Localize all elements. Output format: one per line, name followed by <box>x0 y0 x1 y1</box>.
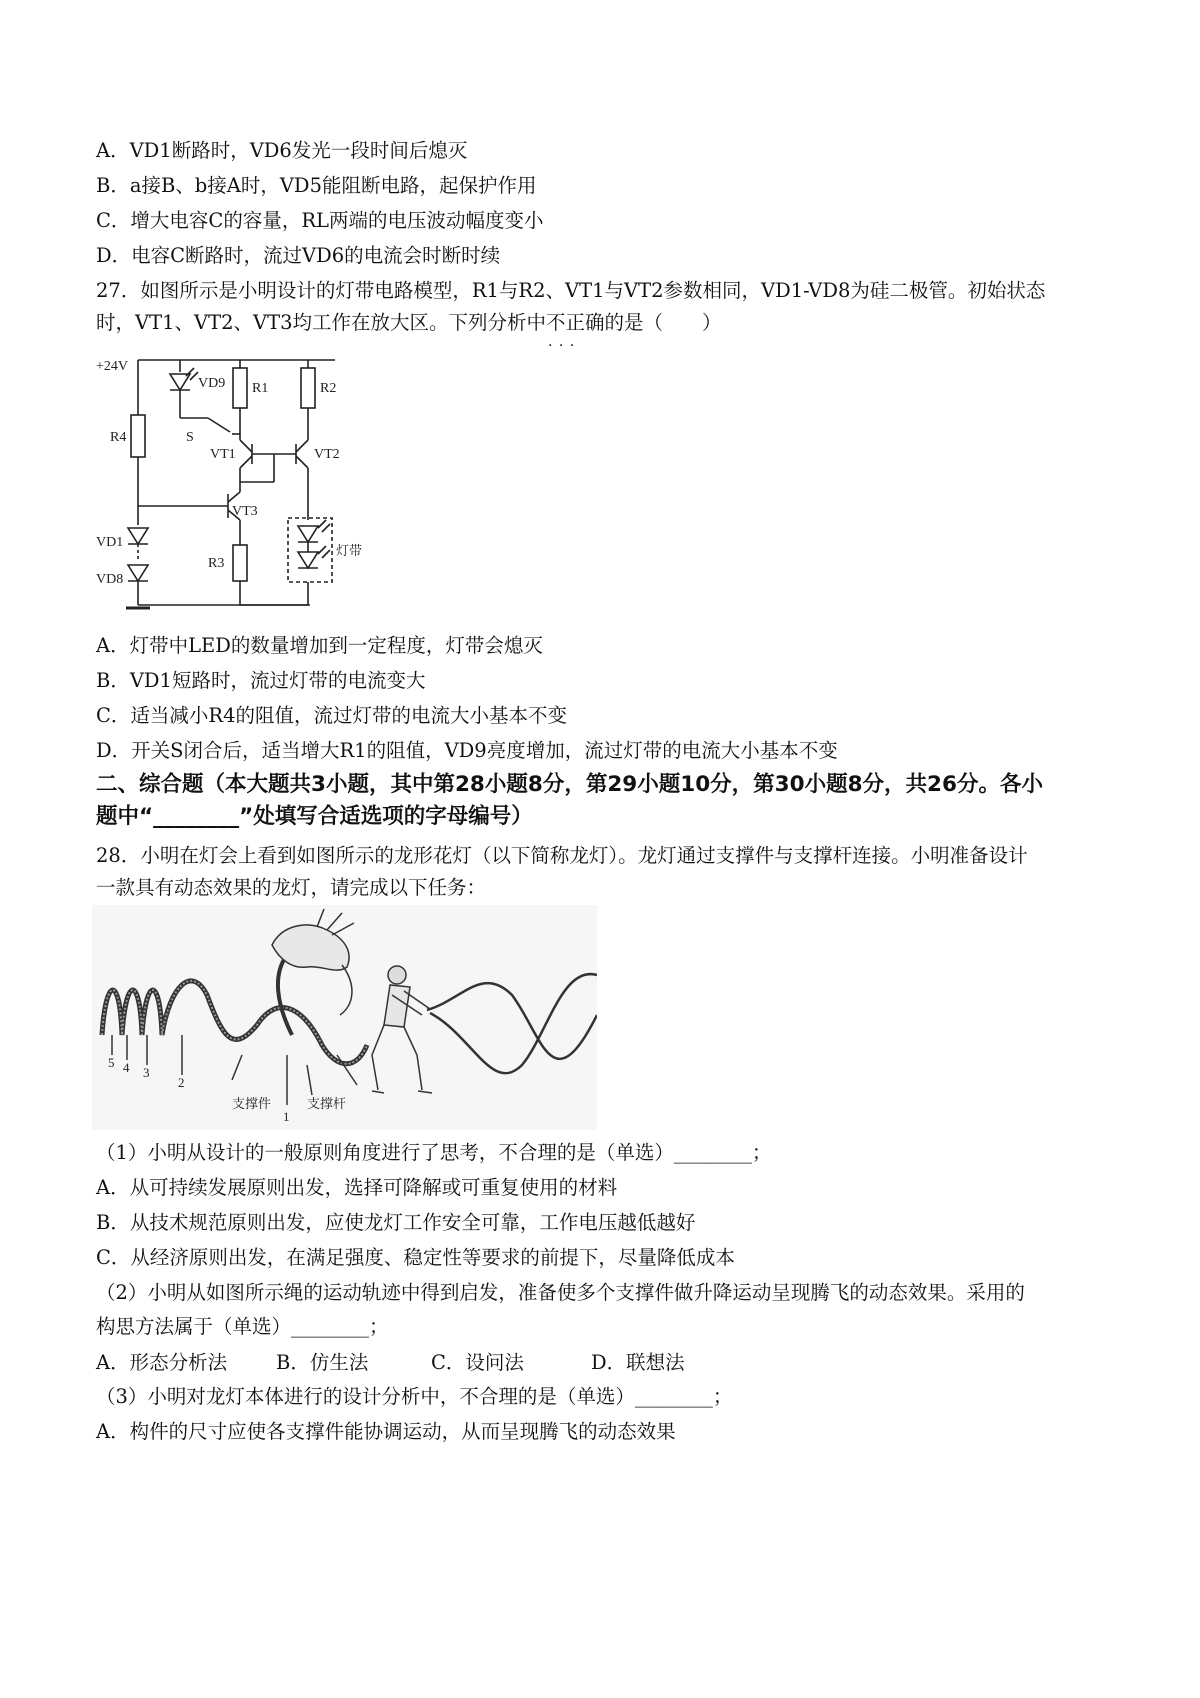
q26-option-b: B．a接B、b接A时，VD5能阻断电路，起保护作用 <box>96 174 537 197</box>
support-part-label: 支撑件 <box>232 1096 272 1111</box>
q26-option-a: A．VD1断路时，VD6发光一段时间后熄灭 <box>96 139 468 162</box>
q28-sub2-option-b: B．仿生法 <box>276 1351 369 1374</box>
q27-stem-pre: 时，VT1、VT2、VT3均工作在放大区。下列分析中 <box>96 311 546 334</box>
section2-heading-line2: 题中“________”处填写合适选项的字母编号） <box>96 804 533 829</box>
q28-sub1-option-b: B．从技术规范原则出发，应使龙灯工作安全可靠，工作电压越低越好 <box>96 1211 696 1234</box>
q28-sub2-option-a: A．形态分析法 <box>96 1351 228 1374</box>
support-number-3: 3 <box>143 1065 150 1080</box>
support-number-1: 1 <box>283 1109 290 1124</box>
q28-sub3-option-a: A．构件的尺寸应使各支撑件能协调运动，从而呈现腾飞的动态效果 <box>96 1420 676 1443</box>
q27-option-c: C．适当减小R4的阻值，流过灯带的电流大小基本不变 <box>96 704 568 727</box>
q28-sub1-question: （1）小明从设计的一般原则角度进行了思考，不合理的是（单选）________； <box>96 1141 772 1164</box>
q28-stem-line2: 一款具有动态效果的龙灯，请完成以下任务： <box>96 876 487 899</box>
q28-sub2-options <box>96 1350 685 1376</box>
support-number-2: 2 <box>178 1075 185 1090</box>
q28-sub3-question: （3）小明对龙灯本体进行的设计分析中，不合理的是（单选）________； <box>96 1385 733 1408</box>
q28-dragon-figure <box>92 905 597 1130</box>
q28-sub2-question-line1: （2）小明从如图所示绳的运动轨迹中得到启发，准备使多个支撑件做升降运动呈现腾飞的动态效果。采用的 <box>96 1281 1025 1304</box>
r3-label: R3 <box>208 556 225 571</box>
q28-sub2-option-d: D．联想法 <box>591 1351 685 1374</box>
q28-sub2-question-line2: 构思方法属于（单选）________； <box>96 1315 389 1338</box>
section2-heading-line1: 二、综合题（本大题共3小题，其中第28小题8分，第29小题10分，第30小题8分，共26分。各小 <box>96 772 1043 797</box>
q27-stem-post: 的是（ ） <box>604 311 722 334</box>
r2-label: R2 <box>320 381 337 396</box>
vt3-label: VT3 <box>232 504 258 519</box>
vd8-label: VD8 <box>96 572 124 587</box>
support-number-5: 5 <box>108 1055 115 1070</box>
vt2-label: VT2 <box>314 447 340 462</box>
vd1-label: VD1 <box>96 535 124 550</box>
q28-sub1-option-c: C．从经济原则出发，在满足强度、稳定性等要求的前提下，尽量降低成本 <box>96 1246 735 1269</box>
support-rod-label: 支撑杆 <box>307 1096 347 1111</box>
r1-label: R1 <box>252 381 269 396</box>
q26-option-d: D．电容C断路时，流过VD6的电流会时断时续 <box>96 244 501 267</box>
q27-option-b: B．VD1短路时，流过灯带的电流变大 <box>96 669 426 692</box>
q28-sub2-option-c: C．设问法 <box>431 1351 524 1374</box>
q27-option-d: D．开关S闭合后，适当增大R1的阻值，VD9亮度增加，流过灯带的电流大小基本不变 <box>96 739 838 762</box>
r4-label: R4 <box>110 430 127 445</box>
switch-s-label: S <box>186 430 194 445</box>
vt1-label: VT1 <box>210 447 236 462</box>
vd9-label: VD9 <box>198 376 226 391</box>
q27-circuit-diagram <box>90 340 390 670</box>
strip-label: 灯带 <box>336 543 363 558</box>
q27-option-a: A．灯带中LED的数量增加到一定程度，灯带会熄灭 <box>96 634 543 657</box>
supply-label: +24V <box>96 359 129 374</box>
q27-stem-emphasis: 不正确 · · · <box>546 311 605 334</box>
q27-stem-line2 <box>96 310 722 336</box>
q28-stem-line1: 28．小明在灯会上看到如图所示的龙形花灯（以下简称龙灯）。龙灯通过支撑件与支撑杆连接。小明准备设计 <box>96 844 1028 867</box>
q27-stem-line1: 27．如图所示是小明设计的灯带电路模型，R1与R2、VT1与VT2参数相同，VD1-VD8为硅二极管。初始状态 <box>96 279 1046 302</box>
q28-sub1-option-a: A．从可持续发展原则出发，选择可降解或可重复使用的材料 <box>96 1176 618 1199</box>
support-number-4: 4 <box>123 1060 130 1075</box>
q26-option-c: C．增大电容C的容量，RL两端的电压波动幅度变小 <box>96 209 544 232</box>
